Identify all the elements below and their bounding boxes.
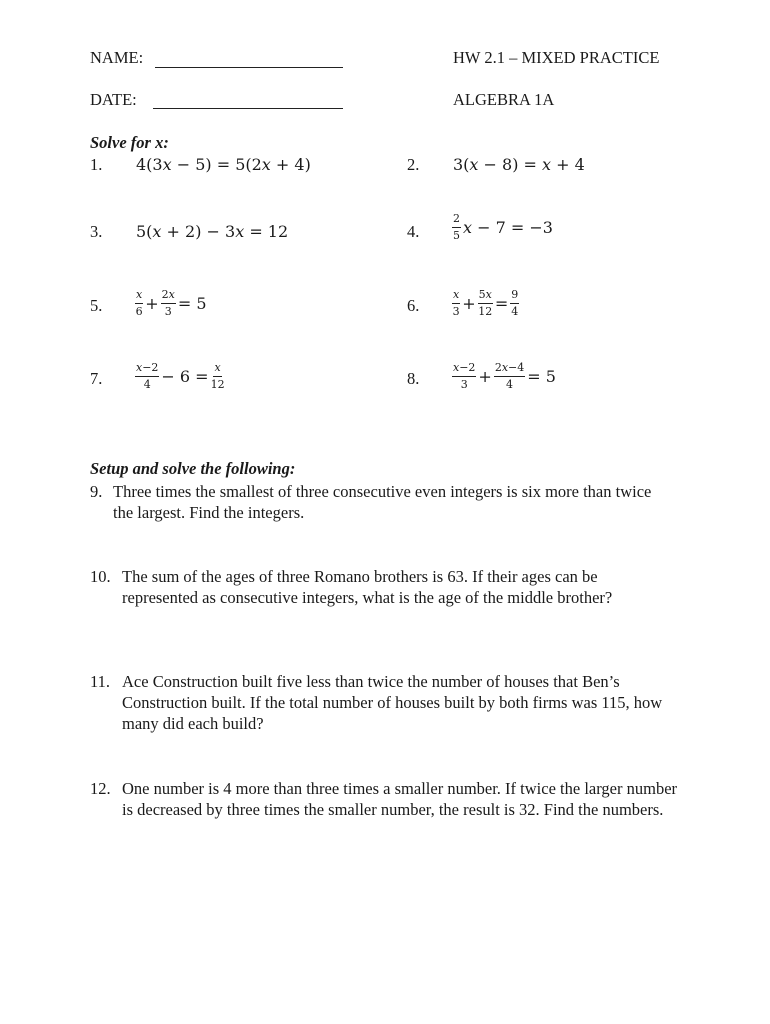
problem-number: 3. <box>90 222 103 241</box>
equation-rest: = 5 <box>527 367 556 386</box>
problem-number: 10. <box>90 567 111 586</box>
fraction-numerator: 2𝑥−4 <box>494 362 525 377</box>
fraction-denominator: 3 <box>452 305 460 318</box>
name-label: NAME: <box>90 48 144 67</box>
equation: 4(3𝑥 − 5) = 5(2𝑥 + 4) <box>136 155 311 174</box>
word-problem <box>90 778 690 820</box>
fraction <box>135 362 159 391</box>
date-label: DATE: <box>90 90 137 109</box>
operator: + <box>462 294 476 313</box>
problem-number: 8. <box>407 369 420 388</box>
equation <box>133 289 207 318</box>
word-problem <box>90 481 690 523</box>
fraction <box>510 289 519 318</box>
fraction <box>135 289 143 318</box>
course-name: ALGEBRA 1A <box>453 90 555 109</box>
fraction-denominator: 4 <box>506 378 514 391</box>
equation <box>450 289 521 318</box>
operator: + <box>478 367 492 386</box>
problem-number: 5. <box>90 296 103 315</box>
fraction-denominator: 3 <box>460 378 468 391</box>
equals-sign: = <box>494 294 509 313</box>
operator: + <box>145 294 159 313</box>
fraction <box>211 362 225 391</box>
equation: 5(𝑥 + 2) − 3𝑥 = 12 <box>136 222 289 241</box>
name-field-line[interactable] <box>155 66 343 68</box>
fraction-denominator: 5 <box>453 229 460 242</box>
fraction-numerator: 𝑥−2 <box>135 362 159 377</box>
fraction-denominator: 6 <box>135 305 143 318</box>
worksheet-title: HW 2.1 – MIXED PRACTICE <box>453 48 660 67</box>
fraction <box>452 362 476 391</box>
fraction-numerator: 𝑥−2 <box>452 362 476 377</box>
equation: 3(𝑥 − 8) = 𝑥 + 4 <box>453 155 585 174</box>
fraction <box>452 289 460 318</box>
equation <box>450 213 553 242</box>
fraction-numerator: 2𝑥 <box>161 289 176 304</box>
fraction <box>494 362 525 391</box>
equation-rest: = 5 <box>177 294 207 313</box>
section-heading-setup: Setup and solve the following: <box>90 459 296 478</box>
problem-number: 2. <box>407 155 420 174</box>
equation-middle: − 6 = <box>161 367 209 386</box>
word-problem <box>90 671 690 734</box>
problem-number: 7. <box>90 369 103 388</box>
problem-text: One number is 4 more than three times a smaller number. If twice the larger number is decreased by three times the smaller number, the result is 32. Find the numbers. <box>122 779 678 819</box>
problem-number: 4. <box>407 222 420 241</box>
equation-rest: 𝑥 − 7 = −3 <box>463 218 553 237</box>
word-problem <box>90 566 690 608</box>
fraction-numerator: 9 <box>510 289 519 304</box>
fraction-denominator: 4 <box>511 305 519 318</box>
problem-text: The sum of the ages of three Romano brothers is 63. If their ages can be represented as consecutive integers, what is the age of the middle brother? <box>122 567 613 607</box>
fraction-numerator: 𝑥 <box>452 289 460 304</box>
fraction-denominator: 4 <box>143 378 151 391</box>
fraction-denominator: 3 <box>164 305 172 318</box>
fraction-numerator: 𝑥 <box>135 289 143 304</box>
fraction-numerator: 2 <box>452 213 461 228</box>
problem-text: Ace Construction built five less than twice the number of houses that Ben’s Construction built. If the total number of houses built by both firms was 115, how many did each build? <box>122 672 663 733</box>
equation <box>450 362 556 391</box>
problem-number: 11. <box>90 672 111 691</box>
problem-number: 1. <box>90 155 103 174</box>
fraction <box>478 289 493 318</box>
section-heading-solve: Solve for x: <box>90 133 169 152</box>
fraction-numerator: 𝑥 <box>213 362 221 377</box>
fraction <box>161 289 176 318</box>
equation <box>133 362 227 391</box>
fraction-denominator: 12 <box>478 305 493 318</box>
fraction <box>452 213 461 242</box>
date-field-line[interactable] <box>153 107 343 109</box>
problem-number: 6. <box>407 296 420 315</box>
fraction-denominator: 12 <box>210 378 225 391</box>
problem-text: Three times the smallest of three consecutive even integers is six more than twice the largest. Find the integers. <box>113 482 652 522</box>
problem-number: 12. <box>90 779 111 798</box>
fraction-numerator: 5𝑥 <box>478 289 493 304</box>
problem-number: 9. <box>90 482 103 501</box>
